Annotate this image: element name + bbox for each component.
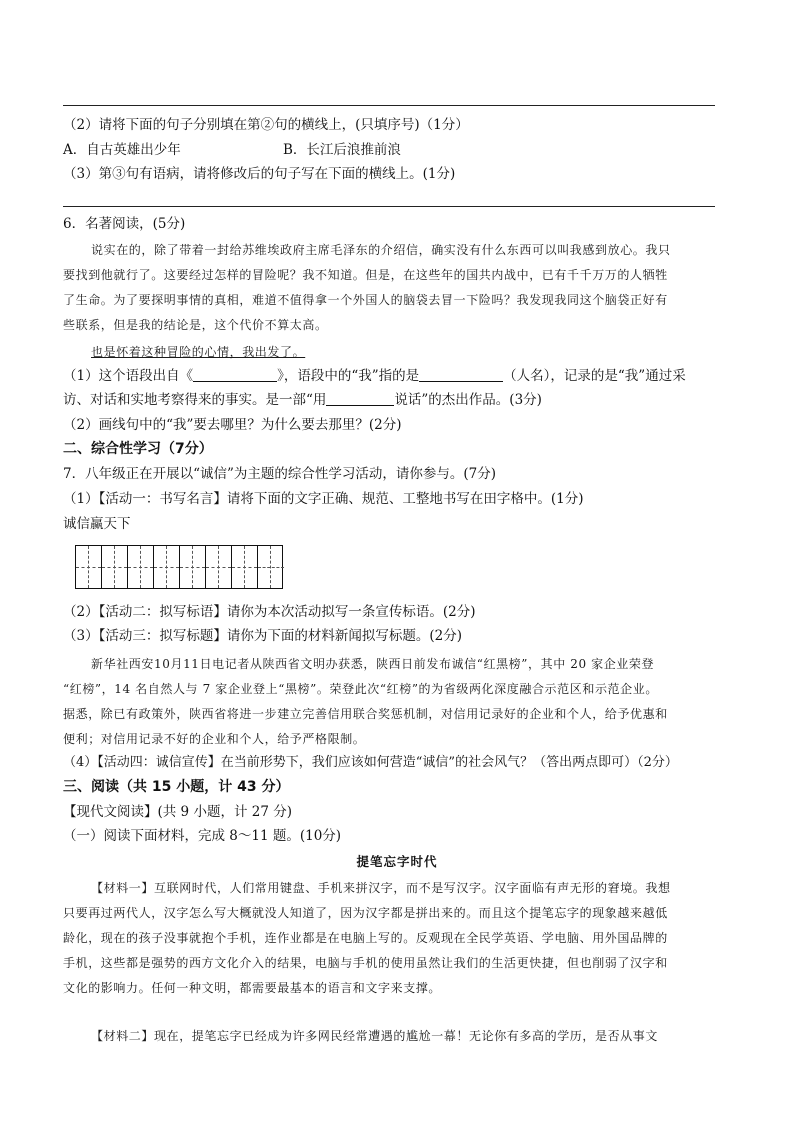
q6-sub1-text: 说话”的杰出作品。(3分)	[394, 392, 542, 408]
q7-activity-2: （2）【活动二：拟写标语】请你为本次活动拟写一条宣传标语。(2分)	[63, 604, 476, 620]
grid-cell[interactable]	[76, 546, 102, 588]
q6-sub1-cont	[63, 391, 542, 409]
q6-underlined-sentence: 也是怀着这种冒险的心情，我出发了。	[91, 345, 306, 359]
answer-line	[63, 206, 715, 207]
grid-cell[interactable]	[154, 546, 180, 588]
answer-line	[63, 105, 715, 106]
material-2-line: 【材料二】现在，提笔忘字已经成为许多网民经常遭遇的尴尬一幕！无论你有多高的学历，是否从事文	[91, 1029, 659, 1043]
section-2-title: 二、综合性学习（7分）	[63, 441, 213, 457]
q6-sub1-text: （1）这个语段出自《	[63, 368, 194, 384]
q6-passage-line: 了生命。为了要探明事情的真相，难道不值得拿一个外国人的脑袋去冒一下险吗？我发现我同这个脑袋正好有	[63, 293, 668, 307]
tianzige-grid[interactable]	[75, 545, 283, 589]
q6-passage-line: 要找到他就行了。这要经过怎样的冒险呢？我不知道。但是，在这些年的国共内战中，已有千千万万的人牺牲	[63, 268, 668, 282]
q6-sub2: （2）画线句中的“我”要去哪里？为什么要去那里？(2分)	[63, 417, 402, 433]
q7-activity-4: （4）【活动四：诚信宣传】在当前形势下，我们应该如何营造“诚信”的社会风气？（答出两点即可）（2分）	[63, 755, 678, 770]
q7-title: 7．八年级正在开展以“诚信”为主题的综合性学习活动，请你参与。(7分)	[63, 466, 497, 482]
q6-title: 6．名著阅读，(5分)	[63, 216, 186, 232]
news-line: 据悉，除已有政策外，陕西省将进一步建立完善信用联合奖惩机制，对信用记录好的企业和个人，给予优惠和	[63, 707, 668, 721]
q6-sub1	[63, 367, 686, 385]
news-line: “红榜”，14 名自然人与 7 家企业登上“黑榜”。荣登此次“红榜”的为省级两化深度融合示范区和示范企业。	[63, 682, 658, 696]
grid-cell[interactable]	[128, 546, 154, 588]
part-1-instruction: （一）阅读下面材料，完成 8～11 题。(10分)	[63, 828, 342, 844]
q6-passage-line: 些联系，但是我的结论是，这个代价不算太高。	[63, 318, 328, 332]
material-1-line: 龄化，现在的孩子没事就抱个手机，连作业都是在电脑上写的。反观现在全民学英语、学电脑、用外国品牌的	[63, 931, 668, 945]
q7-activity-3: （3）【活动三：拟写标题】请你为下面的材料新闻拟写标题。(2分)	[63, 628, 462, 644]
q6-sub1-text: （人名），记录的是“我”通过采	[503, 368, 686, 384]
material-1-line: 文化的影响力。任何一种文明，都需要最基本的语言和文字来支撑。	[63, 981, 442, 995]
q6-sub1-text: 访、对话和实地考察得来的事实。是一部“用	[63, 392, 327, 408]
news-line: 便利；对信用记录不好的企业和个人，给予严格限制。	[63, 732, 366, 746]
modern-reading-label: 【现代文阅读】(共 9 小题，计 27 分)	[63, 804, 292, 820]
blank-phrase[interactable]	[326, 391, 394, 406]
material-1-line: 只要再过两代人，汉字怎么写大概就没人知道了，因为汉字都是拼出来的。而且这个提笔忘字的现象越来越低	[63, 906, 668, 920]
grid-cell[interactable]	[180, 546, 206, 588]
material-1-line: 【材料一】互联网时代，人们常用键盘、手机来拼汉字，而不是写汉字。汉字面临有声无形的窘境。我想	[91, 881, 671, 895]
q7-phrase: 诚信赢天下	[63, 516, 131, 532]
q5-sub2: （2）请将下面的句子分别填在第②句的横线上，(只填序号)（1分）	[63, 117, 469, 133]
material-1-line: 手机，这些都是强势的西方文化介入的结果，电脑与手机的使用虽然让我们的生活更快捷，但也削弱了汉字和	[63, 956, 668, 970]
grid-cell[interactable]	[258, 546, 284, 588]
article-title: 提笔忘字时代	[356, 854, 438, 869]
grid-cell[interactable]	[232, 546, 258, 588]
news-line: 新华社西安10月11日电记者从陕西省文明办获悉，陕西日前发布诚信“红黑榜”，其中 20 家企业荣登	[91, 657, 655, 671]
q5-option-b: B．长江后浪推前浪	[283, 142, 401, 158]
blank-person-name[interactable]	[419, 367, 503, 382]
q6-sub1-text: 》，语段中的“我”指的是	[277, 368, 420, 384]
grid-cell[interactable]	[206, 546, 232, 588]
q7-activity-1: （1）【活动一：书写名言】请将下面的文字正确、规范、工整地书写在田字格中。(1分)	[63, 491, 584, 507]
grid-cell[interactable]	[102, 546, 128, 588]
q6-passage-line: 说实在的，除了带着一封给苏维埃政府主席毛泽东的介绍信，确实没有什么东西可以叫我感到放心。我只	[91, 243, 671, 257]
q5-option-a: A．自古英雄出少年	[63, 142, 181, 158]
blank-book-title[interactable]	[193, 367, 277, 382]
q5-sub3: （3）第③句有语病，请将修改后的句子写在下面的横线上。(1分)	[63, 166, 456, 182]
section-3-title: 三、阅读（共 15 小题，计 43 分）	[63, 779, 290, 795]
